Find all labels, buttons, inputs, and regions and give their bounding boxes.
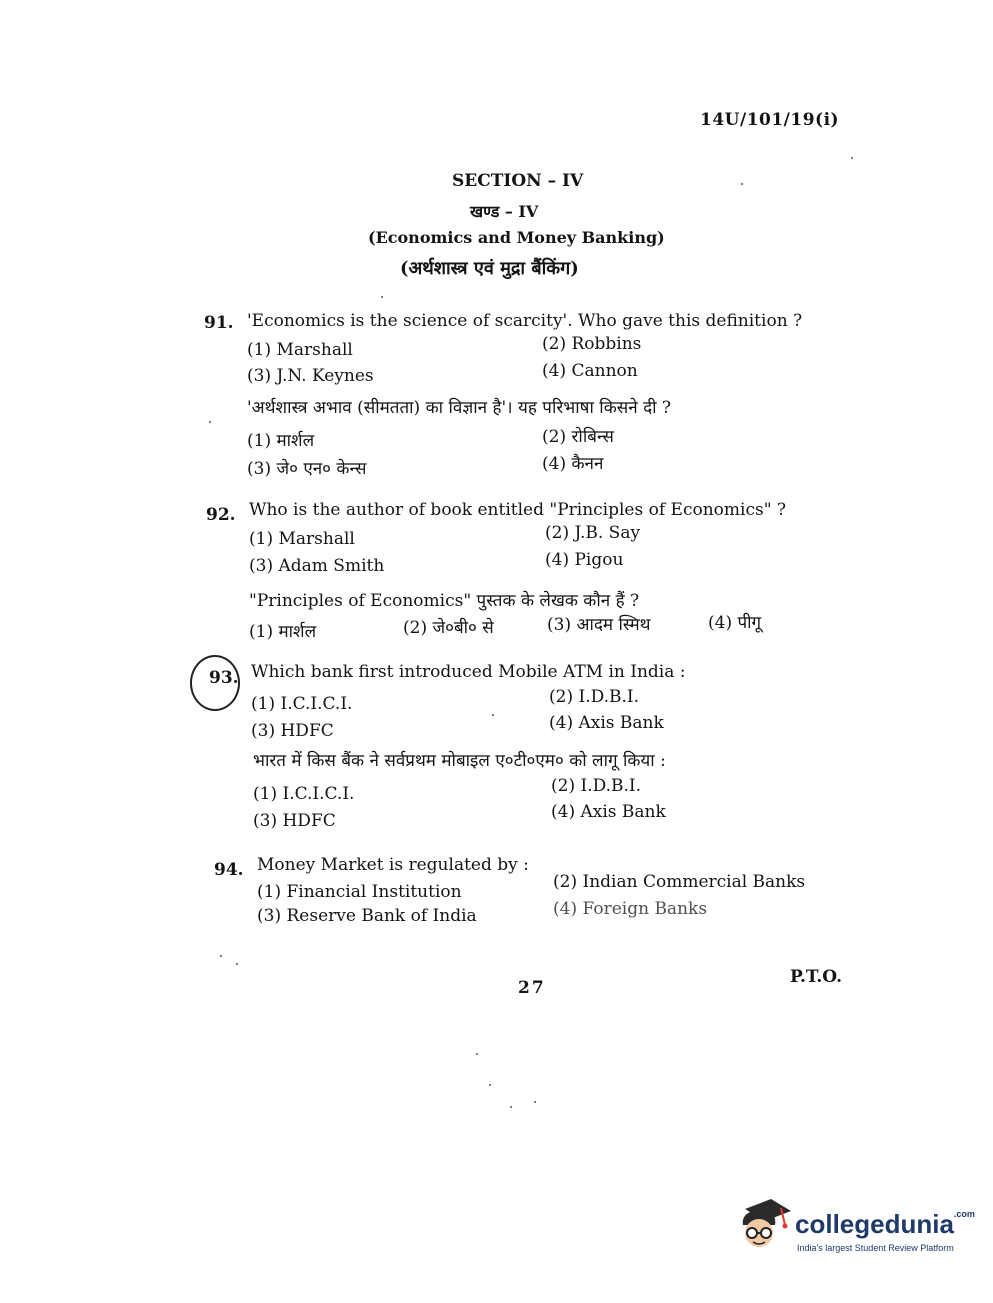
section-title-hi: खण्ड – IV xyxy=(470,202,539,221)
collegedunia-watermark xyxy=(735,1195,975,1265)
option-hi-2: (2) जे०बी० से xyxy=(403,618,494,638)
option-hi-4: (4) Axis Bank xyxy=(551,802,666,822)
question-text-hi: 'अर्थशास्त्र अभाव (सीमतता) का विज्ञान है'। यह परिभाषा किसने दी ? xyxy=(247,398,672,418)
scan-speck xyxy=(741,183,743,185)
option-en-3: (3) Reserve Bank of India xyxy=(257,906,477,926)
paper-code: 14U/101/19(i) xyxy=(700,110,840,130)
scan-speck xyxy=(236,963,238,965)
scan-speck xyxy=(510,1106,512,1108)
option-en-4: (4) Pigou xyxy=(545,550,624,570)
option-hi-1: (1) मार्शल xyxy=(249,622,317,642)
section-title-en: SECTION – IV xyxy=(452,171,584,191)
option-en-4: (4) Foreign Banks xyxy=(553,899,708,919)
option-en-3: (3) HDFC xyxy=(251,721,334,741)
option-en-2: (2) J.B. Say xyxy=(545,523,641,543)
option-en-2: (2) Robbins xyxy=(542,334,642,354)
brand-tagline: India's largest Student Review Platform xyxy=(797,1243,954,1253)
question-number: 93. xyxy=(209,668,239,688)
subject-title-en: (Economics and Money Banking) xyxy=(368,228,665,247)
scan-speck xyxy=(489,1084,491,1086)
subject-title-hi: (अर्थशास्त्र एवं मुद्रा बैंकिंग) xyxy=(400,258,579,279)
option-en-2: (2) I.D.B.I. xyxy=(549,687,640,707)
question-number: 92. xyxy=(206,505,236,525)
scan-speck xyxy=(534,1101,536,1103)
option-hi-1: (1) I.C.I.C.I. xyxy=(253,784,355,804)
option-hi-4: (4) पीगू xyxy=(708,613,762,633)
question-text-hi: "Principles of Economics" पुस्तक के लेखक कौन हैं ? xyxy=(249,591,640,611)
scan-speck xyxy=(381,296,383,298)
option-hi-3: (3) जे० एन० केन्स xyxy=(247,459,367,479)
option-hi-1: (1) मार्शल xyxy=(247,431,315,451)
scan-speck xyxy=(492,714,494,716)
option-en-4: (4) Axis Bank xyxy=(549,713,664,733)
question-number: 94. xyxy=(214,860,244,880)
scan-speck xyxy=(209,421,211,423)
question-text-en: 'Economics is the science of scarcity'. Who gave this definition ? xyxy=(247,311,803,331)
option-en-3: (3) Adam Smith xyxy=(249,556,385,576)
mascot-icon xyxy=(735,1195,793,1261)
question-text-hi: भारत में किस बैंक ने सर्वप्रथम मोबाइल ए०टी०एम० को लागू किया : xyxy=(253,751,666,771)
option-en-1: (1) Financial Institution xyxy=(257,882,462,902)
option-hi-3: (3) HDFC xyxy=(253,811,336,831)
option-en-1: (1) I.C.I.C.I. xyxy=(251,694,353,714)
option-hi-2: (2) रोबिन्स xyxy=(542,427,614,447)
option-hi-4: (4) कैनन xyxy=(542,454,604,474)
scan-speck xyxy=(851,157,853,159)
option-en-3: (3) J.N. Keynes xyxy=(247,366,374,386)
page-number: 27 xyxy=(518,978,546,998)
option-en-4: (4) Cannon xyxy=(542,361,638,381)
brand-suffix: .com xyxy=(953,1209,975,1219)
option-en-2: (2) Indian Commercial Banks xyxy=(553,872,806,892)
scan-speck xyxy=(220,955,222,957)
question-number: 91. xyxy=(204,313,234,333)
question-text-en: Money Market is regulated by : xyxy=(257,855,529,875)
option-hi-2: (2) I.D.B.I. xyxy=(551,776,642,796)
question-text-en: Who is the author of book entitled "Principles of Economics" ? xyxy=(249,500,787,520)
option-en-1: (1) Marshall xyxy=(249,529,355,549)
brand-name: collegedunia$^{.com}$ xyxy=(795,1209,975,1239)
option-hi-3: (3) आदम स्मिथ xyxy=(547,615,651,635)
pto-label: P.T.O. xyxy=(790,967,842,987)
question-text-en: Which bank first introduced Mobile ATM in India : xyxy=(251,662,686,682)
scan-speck xyxy=(476,1053,478,1055)
option-en-1: (1) Marshall xyxy=(247,340,353,360)
